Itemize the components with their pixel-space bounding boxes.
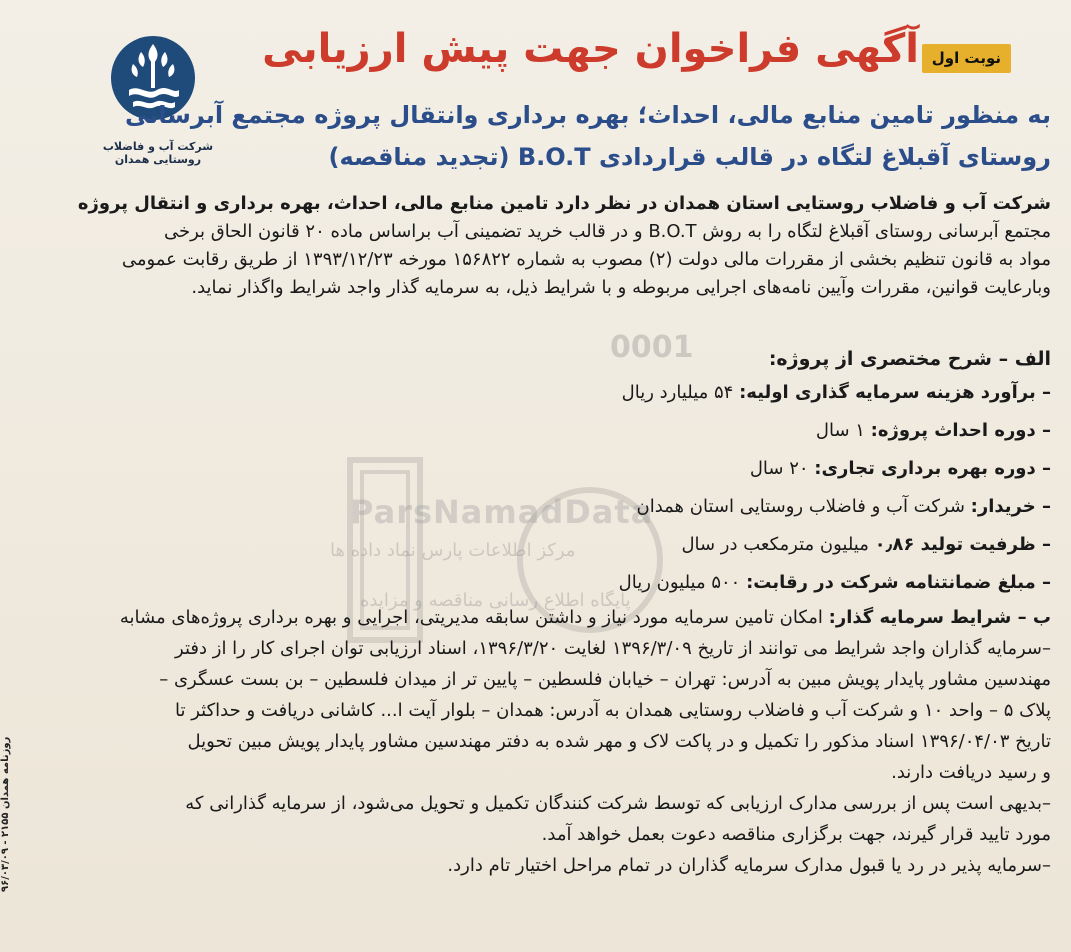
item-label: – دوره بهره برداری تجاری: [814,458,1051,479]
item-label: – مبلغ ضمانتنامه شرکت در رقابت: [746,572,1051,593]
intro-line: مواد به قانون تنظیم بخشی از مقررات مالی دولت (۲) مصوب به شماره ۱۵۶۸۲۲ مورخه ۱۳۹۳/۱۲/۲۳ از طریق رقابت عمومی [121,249,1051,270]
section-b-line: مورد تایید قرار گیرند، جهت برگزاری مناقصه دعوت بعمل خواهد آمد. [541,824,1051,845]
watermark-brand: ParsNamadData [350,493,654,531]
section-a-item [31,531,1051,559]
intro-line: شرکت آب و فاضلاب روستایی استان همدان در نظر دارد تامین منابع مالی، احداث، بهره برداری و انتقال پروژه [77,193,1051,214]
item-value: میلیون مترمکعب در سال [681,534,869,555]
insertion-badge: نوبت اول [922,44,1011,73]
section-b [31,602,1051,881]
item-label: – دوره احداث پروژه: [870,420,1051,441]
section-a-item [31,569,1051,597]
watermark-line-2: پایگاه اطلاع رسانی مناقصه و مزایده [360,590,631,611]
newspaper-side-note: روزنامه همدان ۲۱۵۵ - ۹۶/۰۳/۰۹ [0,736,11,892]
intro-line: مجتمع آبرسانی روستای آقبلاغ لتگاه را به روش B.O.T و در قالب خرید تضمینی آب براساس ماده ۲۰ قانون الحاق برخی [163,221,1051,242]
section-b-line: –سرمایه گذاران واجد شرایط می توانند از تاریخ ۱۳۹۶/۳/۰۹ لغایت ۱۳۹۶/۳/۲۰، اسناد ارزیابی توان اجرای کار را از دفتر [175,638,1051,659]
item-label: – برآورد هزینه سرمایه گذاری اولیه: [739,382,1051,403]
section-a-item [31,455,1051,483]
section-b-line: و رسید دریافت دارند. [891,762,1051,783]
section-b-line: تاریخ ۱۳۹۶/۰۴/۰۳ اسناد مذکور را تکمیل و در پاکت لاک و مهر شده به دفتر مهندسین مشاور پایدار پویش مبین تحویل [187,731,1051,752]
section-a-item [31,417,1051,445]
section-b-line: پلاک ۵ – واحد ۱۰ و شرکت آب و فاضلاب روستایی همدان به آدرس: همدان – بلوار آیت ا... کاشانی دریافت و حداکثر تا [175,700,1051,721]
intro-line: وبارعایت قوانین، مقررات وآیین نامه‌های اجرایی مربوطه و با شرایط ذیل، به سرمایه گذار واجد شرایط واگذار نماید. [191,277,1051,298]
section-b-title-rest: امکان تامین سرمایه مورد نیاز و داشتن سابقه مدیریتی، اجرایی و بهره برداری پروژه‌های مشابه [119,607,823,628]
ad-subtitle-line-2: روستای آقبلاغ لتگاه در قالب قراردادی B.O.T (تجدید مناقصه) [328,143,1051,171]
section-a-title: الف – شرح مختصری از پروژه: [768,348,1051,370]
logo-caption: شرکت آب و فاضلاب روستایی همدان [102,140,214,166]
watermark-digits: 0001 [610,330,694,365]
intro-paragraph [31,190,1051,302]
item-label: – خریدار: [970,496,1051,517]
section-b-line: –بدیهی است پس از بررسی مدارک ارزیابی که توسط شرکت کنندگان تکمیل و تحویل می‌شود، از سرمایه گذارانی که [185,793,1051,814]
section-a-item [31,379,1051,407]
item-value: ۵۰۰ میلیون ریال [618,572,741,593]
section-a [31,345,1051,597]
ad-title: آگهی فراخوان جهت پیش ارزیابی [262,26,919,72]
section-b-line: –سرمایه پذیر در رد یا قبول مدارک سرمایه گذاران در تمام مراحل اختیار تام دارد. [447,855,1051,876]
item-value: ۱ سال [815,420,865,441]
section-b-title: ب – شرایط سرمایه گذار: [828,607,1051,628]
section-b-first-line [31,602,1051,633]
item-value: ۲۰ سال [749,458,809,479]
ad-subtitle-line-1: به منظور تامین منابع مالی، احداث؛ بهره برداری وانتقال پروژه مجتمع آبرسانی [124,101,1051,129]
item-value: ۵۴ میلیارد ریال [621,382,734,403]
item-value: شرکت آب و فاضلاب روستایی استان همدان [636,496,965,517]
item-label: – ظرفیت تولید ۰٫۸۶ [874,534,1051,555]
section-a-item [31,493,1051,521]
section-b-line: مهندسین مشاور پایدار پویش مبین به آدرس: تهران – خیابان فلسطین – پایین تر از میدان فلسطین – بن بست عسگری – [159,669,1051,690]
watermark-line-1: مرکز اطلاعات پارس نماد داده ها [330,540,576,561]
